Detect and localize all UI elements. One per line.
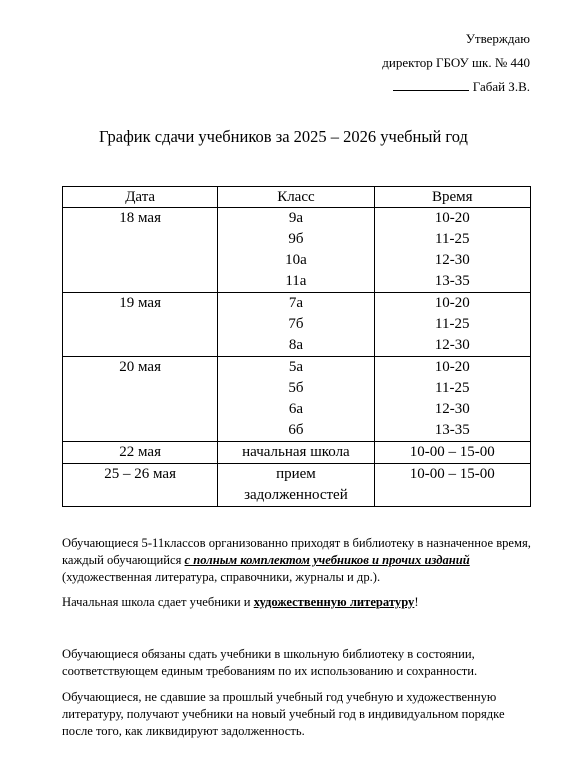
approval-signer: Габай З.В.	[472, 79, 530, 94]
note-paragraph: Обучающиеся обязаны сдать учебники в школьную библиотеку в состоянии, соответствующем единым требованиям по их использованию и сохранности.	[62, 647, 478, 678]
class-value: прием	[276, 466, 316, 482]
signature-line	[393, 78, 469, 91]
note-paragraph	[62, 594, 537, 611]
time-value: 10-20	[434, 210, 470, 226]
header-class: Класс	[218, 187, 374, 208]
class-value: 8а	[288, 337, 303, 353]
note-text: Начальная школа сдает учебники и	[62, 595, 254, 609]
cell-class	[218, 442, 374, 464]
cell-time	[374, 464, 530, 507]
class-value: 5б	[288, 380, 304, 396]
time-value: 13-35	[434, 273, 470, 289]
cell-date: 19 мая	[63, 293, 218, 357]
cell-date: 18 мая	[63, 208, 218, 293]
table-row	[63, 442, 531, 464]
time-value: 11-25	[435, 316, 470, 332]
cell-time	[374, 208, 530, 293]
cell-class	[218, 293, 374, 357]
class-value: 7а	[288, 295, 303, 311]
cell-date: 20 мая	[63, 357, 218, 442]
approval-title: Утверждаю	[465, 31, 530, 46]
table-header-row	[63, 187, 531, 208]
approval-signature	[382, 75, 530, 99]
class-value: 10а	[285, 252, 307, 268]
table-row	[63, 208, 531, 293]
cell-time	[374, 357, 530, 442]
time-value: 12-30	[434, 337, 470, 353]
class-value: начальная школа	[242, 444, 350, 460]
cell-class	[218, 464, 374, 507]
class-value: 9б	[288, 231, 304, 247]
class-value: 6б	[288, 422, 304, 438]
note-emphasis: художественную литературу	[253, 595, 415, 609]
class-value: 9а	[288, 210, 303, 226]
note-paragraph	[62, 535, 537, 586]
time-value: 10-00 – 15-00	[409, 466, 495, 482]
class-value: задолженностей	[244, 487, 348, 503]
notes-section	[62, 535, 537, 740]
class-value: 7б	[288, 316, 304, 332]
approval-block	[382, 27, 530, 99]
class-value: 11а	[285, 273, 307, 289]
table-row	[63, 293, 531, 357]
time-value: 12-30	[434, 401, 470, 417]
note-text: Обучающиеся 5-11классов организованно приходят в библиотеку в назначенное время, каждый обучающийся	[62, 536, 531, 567]
note-emphasis: с полным комплектом учебников и прочих изданий	[184, 553, 470, 567]
note-paragraph: Обучающиеся, не сдавшие за прошлый учебный год учебную и художественную литературу, получают учебники на новый учебный год в индивидуальном порядке после того, как ликвидируют задолженность.	[62, 690, 505, 738]
cell-date: 22 мая	[63, 442, 218, 464]
cell-time	[374, 442, 530, 464]
class-value: 5а	[288, 359, 303, 375]
header-time: Время	[374, 187, 530, 208]
table-row	[63, 357, 531, 442]
note-text: !	[414, 595, 419, 609]
time-value: 11-25	[435, 380, 470, 396]
table-row	[63, 464, 531, 507]
cell-class	[218, 208, 374, 293]
header-date: Дата	[63, 187, 218, 208]
time-value: 10-00 – 15-00	[409, 444, 495, 460]
time-value: 12-30	[434, 252, 470, 268]
cell-class	[218, 357, 374, 442]
schedule-body	[63, 208, 531, 507]
time-value: 10-20	[434, 295, 470, 311]
approval-position: директор ГБОУ шк. № 440	[382, 55, 530, 70]
cell-time	[374, 293, 530, 357]
cell-date: 25 – 26 мая	[63, 464, 218, 507]
page-title: График сдачи учебников за 2025 – 2026 учебный год	[99, 127, 468, 146]
time-value: 13-35	[434, 422, 470, 438]
note-text: (художественная литература, справочники, журналы и др.).	[62, 570, 381, 584]
schedule-table	[62, 186, 531, 507]
class-value: 6а	[288, 401, 303, 417]
time-value: 10-20	[434, 359, 470, 375]
time-value: 11-25	[435, 231, 470, 247]
